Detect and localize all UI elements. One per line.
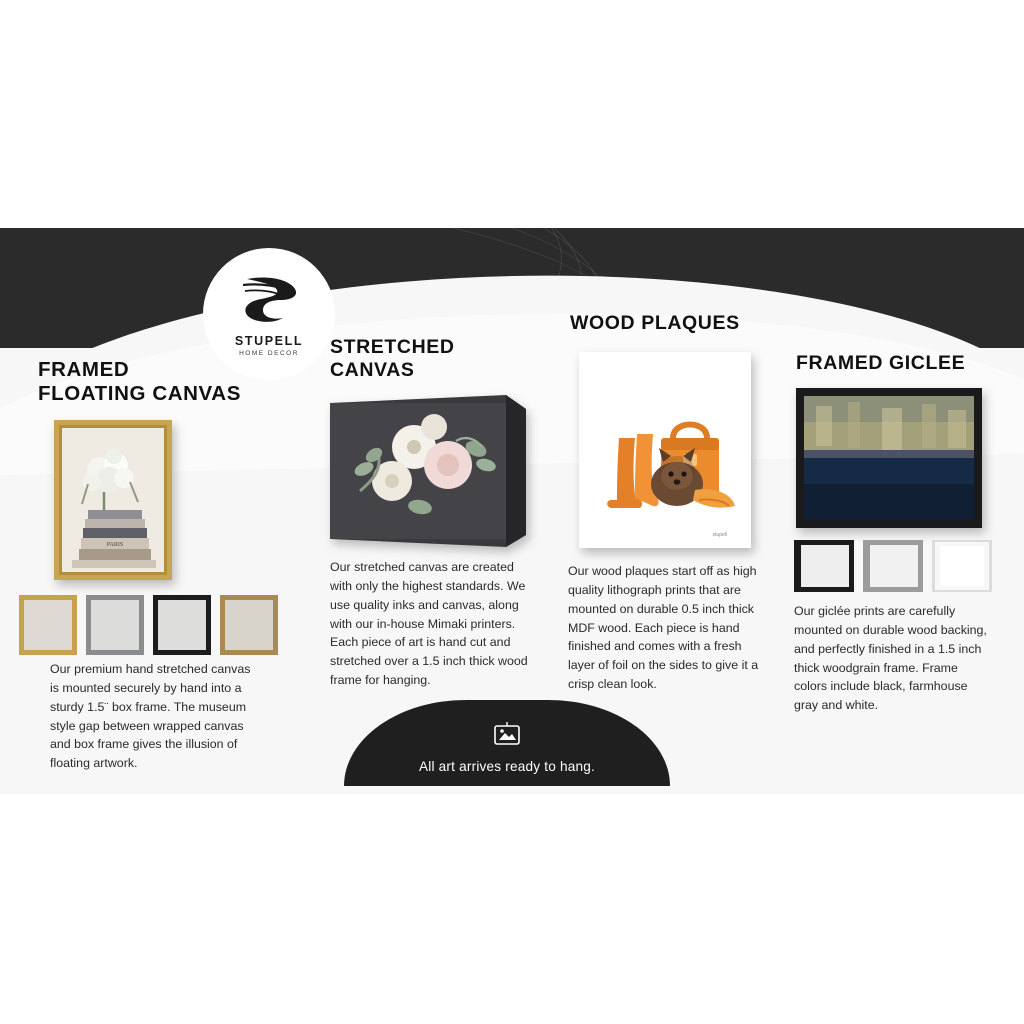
artwork-stretched-canvas (330, 395, 526, 552)
gold-frame-swatch (18, 594, 78, 656)
section-body-wood-plaques: Our wood plaques start off as high quality lithograph prints that are mounted on durable 0.5 inch thick MDF wood. Each piece is hand finished and comes with a fresh layer of foil on the sides to give it a crisp clean look. (568, 564, 759, 692)
section-stretched-canvas (330, 336, 530, 382)
svg-text:PARIS: PARIS (106, 542, 124, 548)
title-line-2: CANVAS (330, 359, 415, 381)
farmhouse-gray-frame-swatch (863, 540, 923, 592)
artwork-framed-floating-canvas (52, 418, 176, 589)
black-frame-swatch (152, 594, 212, 656)
section-wood-plaques (570, 312, 770, 335)
frame-color-swatches-floating-canvas (18, 594, 279, 656)
brand-subtitle: HOME DECOR (239, 350, 299, 357)
section-body-framed-giclee: Our giclée prints are carefully mounted on durable wood backing, and perfectly finished in a 1.5 inch thick woodgrain frame. Frame colors include black, farmhouse gray and white. (794, 604, 987, 713)
brand-name: STUPELL (234, 334, 304, 348)
title-line-2: FLOATING CANVAS (38, 382, 241, 406)
artwork-framed-giclee (796, 388, 982, 533)
section-title-wood-plaques: WOOD PLAQUES (570, 312, 740, 334)
ready-to-hang-text: All art arrives ready to hang. (418, 759, 595, 774)
artwork-wood-plaques (577, 350, 753, 555)
section-title-stretched-canvas (330, 336, 530, 382)
black-frame-swatch (794, 540, 854, 592)
framed-picture-icon (491, 720, 523, 753)
section-framed-giclee (796, 352, 1006, 375)
brand-logo-badge (203, 248, 335, 380)
svg-text:stupell: stupell (712, 532, 727, 538)
bronze-frame-swatch (219, 594, 279, 656)
section-body-framed-floating-canvas: Our premium hand stretched canvas is mounted securely by hand into a sturdy 1.5¨ box frame. The museum style gap between wrapped canvas and box frame gives the illusion of floating artwork. (50, 662, 251, 771)
frame-color-swatches-giclee (794, 540, 992, 592)
title-line-1: FRAMED (38, 358, 130, 381)
section-body-stretched-canvas: Our stretched canvas are created with only the highest standards. We use quality inks and canvas, along with our in-house Mimaki printers. Each piece of art is hand cut and stretched over a 1.5 inch thick wood frame for hanging. (330, 560, 528, 688)
white-frame-swatch (932, 540, 992, 592)
gray-frame-swatch (85, 594, 145, 656)
section-title-framed-giclee: FRAMED GICLEE (796, 352, 966, 374)
swan-logo-icon (237, 273, 301, 330)
title-line-1: STRETCHED (330, 336, 455, 358)
